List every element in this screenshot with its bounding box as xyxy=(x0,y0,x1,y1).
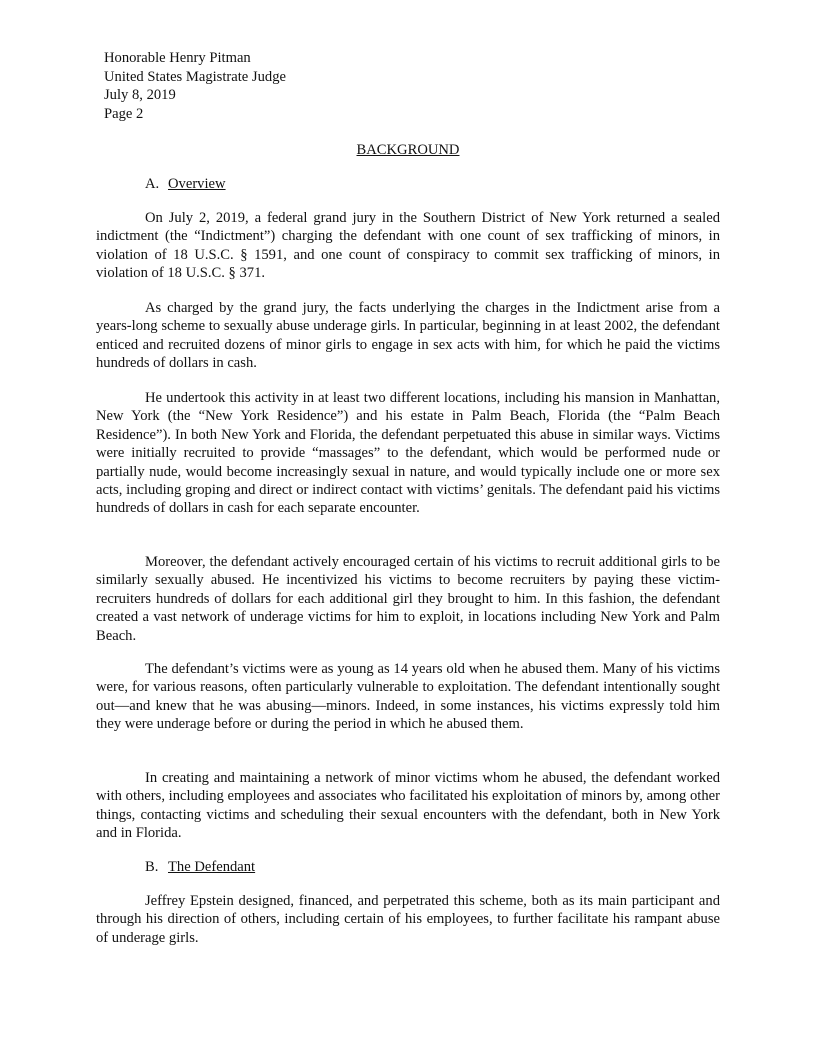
page-number: Page 2 xyxy=(104,105,144,122)
heading-text: The Defendant xyxy=(168,859,256,875)
heading-letter: A. xyxy=(145,176,160,192)
paragraph: Moreover, the defendant actively encouraged certain of his victims to recruit additional girls to be similarly sexually abused. He incentivized his victims to become recruiters by paying these victim-recruiters hundreds of dollars for each additional girl they brought to him. In this fashion, the defendant created a vast network of underage victims for him to exploit, in locations including New York and Palm Beach. xyxy=(96,554,720,644)
heading-text: Overview xyxy=(168,176,226,192)
recipient-name: Honorable Henry Pitman xyxy=(104,50,251,66)
heading-the-defendant xyxy=(145,858,255,876)
recipient-title: United States Magistrate Judge xyxy=(104,68,286,85)
paragraph: In creating and maintaining a network of minor victims whom he abused, the defendant worked with others, including employees and associates who facilitated his exploitation of minors by, among other things, contacting victims and scheduling their sexual encounters with the defendant, both in New York and in Florida. xyxy=(96,770,720,842)
paragraph: He undertook this activity in at least two different locations, including his mansion in Manhattan, New York (the “New York Residence”) and his estate in Palm Beach, Florida (the “Palm Beach Residence”). In both New York and Florida, the defendant perpetuated this abuse in similar ways. Victims were initially recruited to provide “massages” to the defendant, which would be performed nude or partially nude, would become increasingly sexual in nature, and would typically include one or more sex acts, including groping and direct or indirect contact with victims’ genitals. The defendant paid his victims hundreds of dollars in cash for each separate encounter. xyxy=(96,390,720,517)
paragraph: Jeffrey Epstein designed, financed, and perpetrated this scheme, both as its main participant and through his direction of others, including certain of his employees, to further facilitate his rampant abuse of underage girls. xyxy=(96,893,720,946)
paragraph: On July 2, 2019, a federal grand jury in the Southern District of New York returned a sealed indictment (the “Indictment”) charging the defendant with one count of sex trafficking of minors, in violation of 18 U.S.C. § 1591, and one count of conspiracy to commit sex trafficking of minors, in violation of 18 U.S.C. § 371. xyxy=(96,210,720,282)
heading-overview xyxy=(145,175,226,193)
section-title: BACKGROUND xyxy=(356,142,460,158)
heading-letter: B. xyxy=(145,859,159,875)
letter-date: July 8, 2019 xyxy=(104,87,176,103)
paragraph: The defendant’s victims were as young as 14 years old when he abused them. Many of his victims were, for various reasons, often particularly vulnerable to exploitation. The defendant intentionally sought out—and knew that he was abusing—minors. Indeed, in some instances, his victims expressly told him they were underage before or during the period in which he abused them. xyxy=(96,661,720,733)
paragraph: As charged by the grand jury, the facts underlying the charges in the Indictment arise from a years-long scheme to sexually abuse underage girls. In particular, beginning in at least 2002, the defendant enticed and recruited dozens of minor girls to engage in sex acts with him, for which he paid the victims hundreds of dollars in cash. xyxy=(96,300,720,372)
letterhead xyxy=(104,49,286,123)
